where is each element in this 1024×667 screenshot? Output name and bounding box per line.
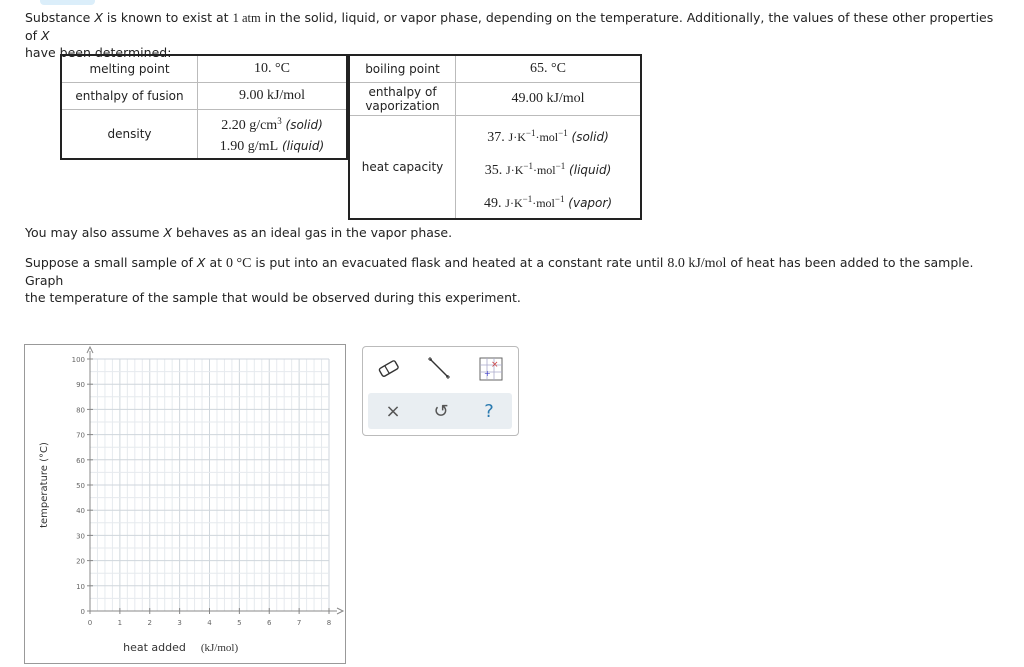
help-button[interactable]	[474, 397, 504, 425]
properties-table-left	[60, 54, 348, 160]
atm-value: 1 atm	[232, 11, 261, 25]
y-tick-label: 30	[76, 532, 85, 541]
properties-table-right	[348, 54, 642, 220]
close-icon: ×	[385, 400, 401, 422]
y-tick-label: 40	[76, 507, 85, 516]
x-tick-label: 4	[207, 619, 212, 627]
y-tick-label: 100	[71, 356, 85, 364]
y-tick-label: 50	[76, 482, 85, 490]
line-segment-icon	[426, 356, 452, 382]
action-bar	[368, 393, 512, 429]
graph-panel[interactable]	[24, 344, 346, 664]
intro-paragraph: Substance X is known to exist at 1 atm in the solid, liquid, or vapor phase, depending on the temperature. Additionally, the values of these other properties of X have been determined:	[25, 10, 994, 60]
line-segment-tool[interactable]	[425, 355, 453, 383]
eraser-icon	[377, 359, 401, 379]
y-tick-label: 80	[76, 406, 85, 415]
boiling-point-value: 65. °C	[456, 55, 642, 82]
melting-point-value: 10. °C	[198, 55, 348, 82]
svg-text:+: +	[484, 369, 491, 378]
help-icon: ?	[484, 400, 494, 422]
x-tick-label: 0	[87, 619, 93, 627]
enthalpy-vaporization-label: enthalpy of vaporization	[349, 82, 456, 115]
enthalpy-vaporization-value: 49.00 kJ/mol	[456, 82, 642, 115]
heat-capacity-values	[456, 115, 642, 219]
temperature-chart[interactable]	[25, 345, 345, 663]
enthalpy-fusion-label: enthalpy of fusion	[61, 82, 198, 109]
x-tick-label: 5	[237, 619, 242, 627]
graph-toolbox	[362, 346, 519, 436]
x-axis-label: heat added	[123, 641, 186, 654]
y-tick-label: 90	[76, 381, 85, 390]
density-values: 2.20 $g/cm^3$ (solid) 1.90 g/mL (liquid)	[198, 109, 348, 159]
x-axis-arrow	[337, 608, 343, 614]
heat-capacity-vapor: 49. $J\cdot K^{-1}\cdot mol^{-1}$ (vapor)	[483, 193, 613, 211]
chart-tool[interactable]	[477, 355, 505, 383]
undo-button[interactable]	[426, 397, 456, 425]
svg-text:×: ×	[491, 360, 499, 370]
heat-capacity-label: heat capacity	[349, 115, 456, 219]
y-tick-label: 10	[76, 582, 85, 591]
density-label: density	[61, 109, 198, 159]
heat-capacity-liquid: 35. $J\cdot K^{-1}\cdot mol^{-1}$ (liquid)	[484, 160, 612, 178]
x-tick-label: 2	[147, 619, 152, 627]
ideal-gas-paragraph: You may also assume X behaves as an ideal gas in the vapor phase.	[25, 225, 453, 240]
undo-icon: ↺	[433, 400, 449, 422]
clear-button[interactable]	[378, 397, 408, 425]
x-tick-label: 6	[267, 619, 272, 627]
top-tab-indicator	[40, 0, 95, 5]
y-tick-label: 70	[76, 431, 85, 440]
boiling-point-label: boiling point	[349, 55, 456, 82]
melting-point-label: melting point	[61, 55, 198, 82]
x-tick-label: 7	[296, 619, 302, 627]
eraser-tool[interactable]	[375, 355, 403, 383]
chart-grid-icon	[478, 356, 504, 382]
y-tick-label: 20	[76, 557, 85, 566]
x-tick-label: 8	[326, 619, 332, 627]
y-tick-label: 0	[80, 608, 85, 616]
x-tick-label: 3	[177, 619, 182, 627]
heat-capacity-solid: 37. $J\cdot K^{-1}\cdot mol^{-1}$ (solid)	[487, 127, 609, 145]
y-axis-label: temperature (°C)	[39, 442, 50, 528]
enthalpy-fusion-value: 9.00 kJ/mol	[198, 82, 348, 109]
experiment-paragraph: Suppose a small sample of X at 0 °C is put into an evacuated flask and heated at a constant rate until 8.0 kJ/mol of heat has been added to the sample. Graph the temperature of the sample that would be observed during this experiment.	[25, 255, 974, 305]
x-tick-label: 1	[117, 619, 123, 627]
y-tick-label: 60	[76, 456, 85, 465]
x-axis-unit: (kJ/mol)	[200, 642, 239, 654]
